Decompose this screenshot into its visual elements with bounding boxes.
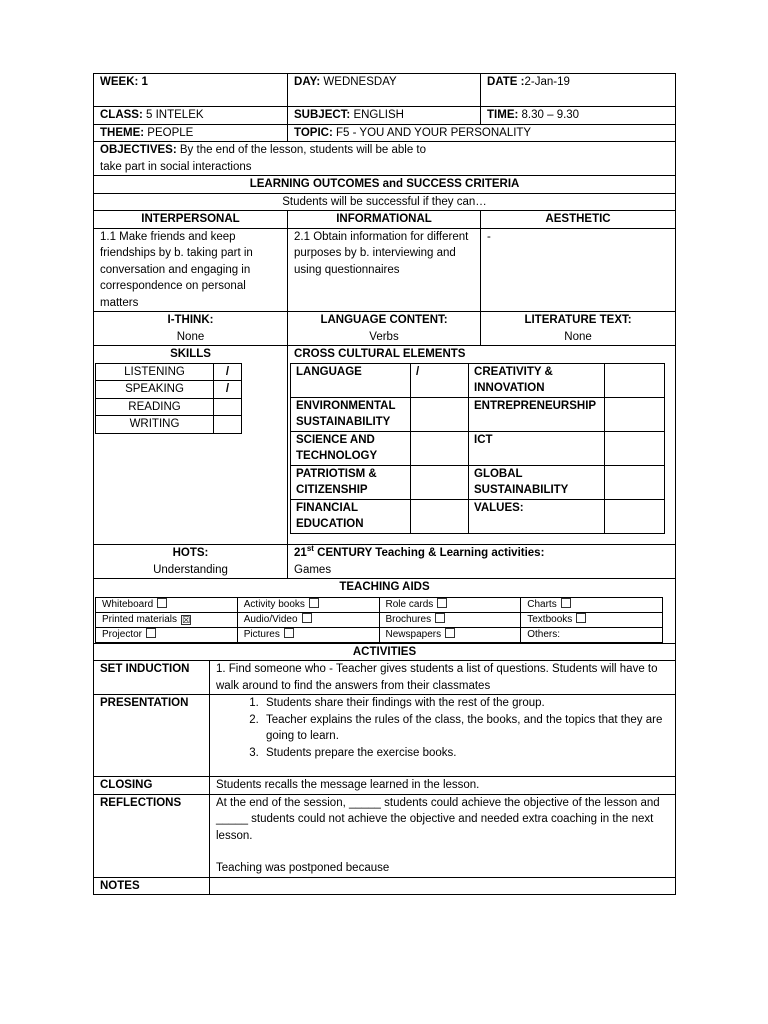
aid-role-cards xyxy=(379,597,521,612)
cce-creativity: CREATIVITY & INNOVATION xyxy=(469,363,605,397)
skill-mark xyxy=(214,416,242,434)
checkbox-icon[interactable] xyxy=(437,598,447,608)
literature-value: None xyxy=(564,330,592,343)
aid-textbooks xyxy=(521,612,663,627)
aid-label: Newspapers xyxy=(385,628,442,640)
ithink-value: None xyxy=(176,330,205,343)
aid-projector xyxy=(96,627,238,642)
cce-values: VALUES: xyxy=(469,499,605,533)
hots-value: Understanding xyxy=(153,563,228,576)
presentation-cell xyxy=(210,695,676,777)
skill-mark: / xyxy=(214,381,242,399)
cce-global: GLOBAL SUSTAINABILITY xyxy=(469,465,605,499)
ithink-cell xyxy=(94,312,288,346)
subject-cell xyxy=(288,107,481,125)
checked-box-icon[interactable]: ☒ xyxy=(182,614,191,625)
class-label: CLASS: xyxy=(100,109,143,121)
theme-value: PEOPLE xyxy=(144,126,194,139)
cce-ict: ICT xyxy=(469,431,605,465)
activities-title: ACTIVITIES xyxy=(94,643,676,661)
time-value: 8.30 – 9.30 xyxy=(518,109,580,121)
theme-cell xyxy=(94,124,288,142)
day-label: DAY: xyxy=(294,76,321,88)
skills-cell xyxy=(94,346,288,545)
closing-label: CLOSING xyxy=(94,777,210,795)
aid-audio-video xyxy=(237,612,379,627)
informational-header: INFORMATIONAL xyxy=(288,211,481,229)
subject-label: SUBJECT: xyxy=(294,109,351,121)
skill-name: READING xyxy=(96,398,214,416)
objectives-text-2: take part in social interactions xyxy=(100,160,252,173)
lesson-plan-document xyxy=(93,73,675,895)
ithink-label: I-THINK: xyxy=(167,314,214,326)
list-item: 2. Teacher explains the rules of the class, the books, and the topics that they are going to learn. xyxy=(262,712,669,745)
aid-label: Projector xyxy=(102,628,143,640)
century-value: Games xyxy=(294,563,332,576)
closing-text: Students recalls the message learned in the lesson. xyxy=(210,777,676,795)
day-value: WEDNESDAY xyxy=(320,76,397,88)
literature-label: LITERATURE TEXT: xyxy=(524,314,632,326)
language-content-cell xyxy=(288,312,481,346)
interpersonal-value: 1.1 Make friends and keep friendships by b. taking part in conversation and engaging in correspondence on personal matters xyxy=(94,228,288,312)
hots-label: HOTS: xyxy=(172,547,209,559)
aid-printed-materials xyxy=(96,612,238,627)
checkbox-icon[interactable] xyxy=(561,598,571,608)
spacer xyxy=(216,844,669,860)
reflections-postponed: Teaching was postponed because xyxy=(216,862,390,874)
topic-value: F5 - YOU AND YOUR PERSONALITY xyxy=(332,126,532,139)
presentation-label: PRESENTATION xyxy=(94,695,210,777)
teaching-aids-table xyxy=(95,597,663,643)
aid-activity-books xyxy=(237,597,379,612)
checkbox-icon[interactable] xyxy=(435,613,445,623)
checkbox-icon[interactable] xyxy=(576,613,586,623)
cce-patriotism: PATRIOTISM & CITIZENSHIP xyxy=(291,465,411,499)
cce-mark xyxy=(605,363,665,397)
century-label-suffix: st xyxy=(306,544,314,554)
cce-language: LANGUAGE xyxy=(291,363,411,397)
checkbox-icon[interactable] xyxy=(445,628,455,638)
aid-brochures xyxy=(379,612,521,627)
century-label xyxy=(294,544,545,559)
list-item: 3. Students prepare the exercise books. xyxy=(262,745,669,762)
aid-label: Others: xyxy=(527,628,561,640)
cce-mark xyxy=(411,499,469,533)
cce-entrepreneurship: ENTREPRENEURSHIP xyxy=(469,397,605,431)
aid-label: Role cards xyxy=(385,598,434,610)
date-label: DATE : xyxy=(487,76,525,88)
cce-science: SCIENCE AND TECHNOLOGY xyxy=(291,431,411,465)
topic-cell xyxy=(288,124,676,142)
notes-value[interactable] xyxy=(210,877,676,895)
checkbox-icon[interactable] xyxy=(284,628,294,638)
aid-label: Activity books xyxy=(243,598,305,610)
class-cell xyxy=(94,107,288,125)
skill-name: SPEAKING xyxy=(96,381,214,399)
aid-whiteboard xyxy=(96,597,238,612)
week-cell xyxy=(94,74,288,107)
aid-label: Charts xyxy=(527,598,557,610)
reflections-text: At the end of the session, _____ students could achieve the objective of the lesson and _____ students could not achieve the objective and needed extra coaching in the next lesson. xyxy=(216,796,660,842)
cce-language-mark: / xyxy=(411,363,469,397)
skill-name: WRITING xyxy=(96,416,214,434)
checkbox-icon[interactable] xyxy=(157,598,167,608)
cce-mark xyxy=(605,499,665,533)
language-content-value: Verbs xyxy=(369,330,399,343)
aid-label: Audio/Video xyxy=(243,613,298,625)
objectives-cell xyxy=(94,142,676,176)
informational-value: 2.1 Obtain information for different purposes by b. interviewing and using questionnaires xyxy=(288,228,481,312)
cce-environmental: ENVIRONMENTAL SUSTAINABILITY xyxy=(291,397,411,431)
presentation-list xyxy=(216,695,669,761)
class-value: 5 INTELEK xyxy=(142,109,204,121)
cce-mark xyxy=(605,431,665,465)
lesson-plan-table xyxy=(93,73,676,895)
objectives-label: OBJECTIVES: xyxy=(100,144,177,156)
week-text: WEEK: 1 xyxy=(100,76,148,88)
aid-label: Whiteboard xyxy=(102,598,154,610)
cce-mark xyxy=(605,397,665,431)
skill-name: LISTENING xyxy=(96,363,214,381)
skills-title: SKILLS xyxy=(170,348,211,360)
cce-table xyxy=(290,363,665,534)
cce-financial: FINANCIAL EDUCATION xyxy=(291,499,411,533)
teaching-aids-title: TEACHING AIDS xyxy=(339,581,430,593)
theme-label: THEME: xyxy=(100,126,145,139)
date-cell xyxy=(481,74,676,107)
aesthetic-header: AESTHETIC xyxy=(481,211,676,229)
subject-value: ENGLISH xyxy=(350,109,404,121)
reflections-label: REFLECTIONS xyxy=(94,794,210,877)
cce-mark xyxy=(411,465,469,499)
cce-mark xyxy=(411,431,469,465)
objectives-text: By the end of the lesson, students will be able to xyxy=(176,144,427,156)
teaching-aids-cell xyxy=(94,579,676,644)
checkbox-icon[interactable] xyxy=(309,598,319,608)
outcomes-subtitle: Students will be successful if they can… xyxy=(94,193,676,211)
century-label-number: 21 xyxy=(294,547,307,559)
cce-title: CROSS CULTURAL ELEMENTS xyxy=(294,348,466,360)
aid-charts xyxy=(521,597,663,612)
aid-others xyxy=(521,627,663,642)
set-induction-text: 1. Find someone who - Teacher gives students a list of questions. Students will have to walk around to find the answers from their classmates xyxy=(210,661,676,695)
aid-label: Pictures xyxy=(243,628,280,640)
aid-newspapers xyxy=(379,627,521,642)
topic-label: TOPIC: xyxy=(294,126,333,139)
time-cell xyxy=(481,107,676,125)
cce-mark xyxy=(605,465,665,499)
reflections-cell xyxy=(210,794,676,877)
hots-cell xyxy=(94,545,288,579)
skill-mark xyxy=(214,398,242,416)
century-cell xyxy=(288,545,676,579)
aid-label: Brochures xyxy=(385,613,432,625)
set-induction-label: SET INDUCTION xyxy=(94,661,210,695)
time-label: TIME: xyxy=(487,109,519,121)
aid-label: Textbooks xyxy=(527,613,573,625)
day-cell xyxy=(288,74,481,107)
list-item: 1. Students share their findings with the rest of the group. xyxy=(262,695,669,712)
outcomes-title: LEARNING OUTCOMES and SUCCESS CRITERIA xyxy=(94,176,676,194)
date-value: 2-Jan-19 xyxy=(524,76,570,88)
aesthetic-value: - xyxy=(481,228,676,312)
interpersonal-header: INTERPERSONAL xyxy=(94,211,288,229)
century-label-text: CENTURY Teaching & Learning activities: xyxy=(313,547,545,559)
skills-table xyxy=(95,363,242,434)
cross-cultural-cell xyxy=(288,346,676,545)
aid-pictures xyxy=(237,627,379,642)
aid-label: Printed materials xyxy=(102,613,178,625)
checkbox-icon[interactable] xyxy=(302,613,312,623)
checkbox-icon[interactable] xyxy=(146,628,156,638)
notes-label: NOTES xyxy=(94,877,210,895)
cce-mark xyxy=(411,397,469,431)
literature-cell xyxy=(481,312,676,346)
language-content-label: LANGUAGE CONTENT: xyxy=(320,314,448,326)
skill-mark: / xyxy=(214,363,242,381)
